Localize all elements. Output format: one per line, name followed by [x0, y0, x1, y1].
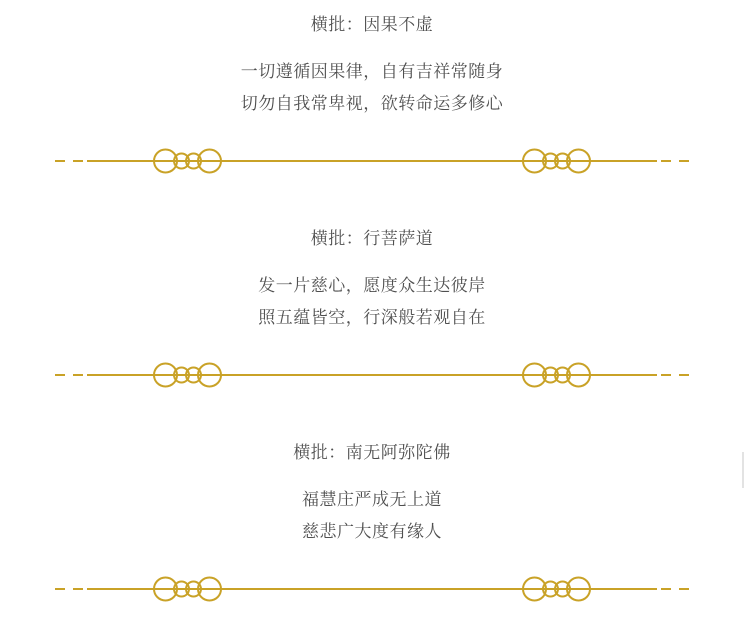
couplet-lines	[0, 484, 744, 548]
heng-pi-title: 横批：行菩萨道	[310, 229, 434, 248]
ring	[566, 577, 591, 602]
section-spacer	[0, 184, 744, 224]
divider-dash	[661, 160, 671, 162]
couplet-lines	[0, 270, 744, 334]
section-spacer	[0, 398, 744, 438]
ornamental-divider	[87, 566, 657, 612]
couplet-line: 照五蕴皆空，行深般若观自在	[258, 308, 486, 327]
ring-chain-icon	[522, 149, 591, 174]
couplet-section-1	[0, 10, 744, 184]
couplet-section-3	[0, 438, 744, 612]
ring-chain-icon	[153, 149, 222, 174]
ring	[197, 149, 222, 174]
divider-dash	[679, 588, 689, 590]
divider-dash	[73, 160, 83, 162]
couplet-block	[0, 10, 744, 120]
divider-dash	[73, 374, 83, 376]
heng-pi-title: 横批：因果不虚	[310, 15, 434, 34]
ring	[566, 363, 591, 388]
couplet-block	[0, 438, 744, 548]
ring-chain-icon	[522, 577, 591, 602]
divider-dash	[679, 374, 689, 376]
couplet-line: 切勿自我常卑视，欲转命运多修心	[240, 94, 504, 113]
ornamental-divider	[87, 138, 657, 184]
divider-dash	[661, 588, 671, 590]
divider-dash	[55, 160, 65, 162]
couplet-line: 一切遵循因果律，自有吉祥常随身	[240, 62, 504, 81]
ring	[566, 149, 591, 174]
ring	[197, 363, 222, 388]
divider-dash	[55, 374, 65, 376]
couplet-section-2	[0, 224, 744, 398]
couplet-line: 发一片慈心，愿度众生达彼岸	[258, 276, 486, 295]
ornamental-divider	[87, 352, 657, 398]
divider-dash	[679, 160, 689, 162]
heng-pi-title: 横批：南无阿弥陀佛	[293, 443, 451, 462]
ring-chain-icon	[522, 363, 591, 388]
couplet-line: 福慧庄严成无上道	[302, 490, 442, 509]
divider-dash	[73, 588, 83, 590]
ring	[197, 577, 222, 602]
ring-chain-icon	[153, 577, 222, 602]
couplet-line: 慈悲广大度有缘人	[302, 522, 442, 541]
divider-dash	[55, 588, 65, 590]
ring-chain-icon	[153, 363, 222, 388]
couplet-lines	[0, 56, 744, 120]
couplet-block	[0, 224, 744, 334]
divider-dash	[661, 374, 671, 376]
